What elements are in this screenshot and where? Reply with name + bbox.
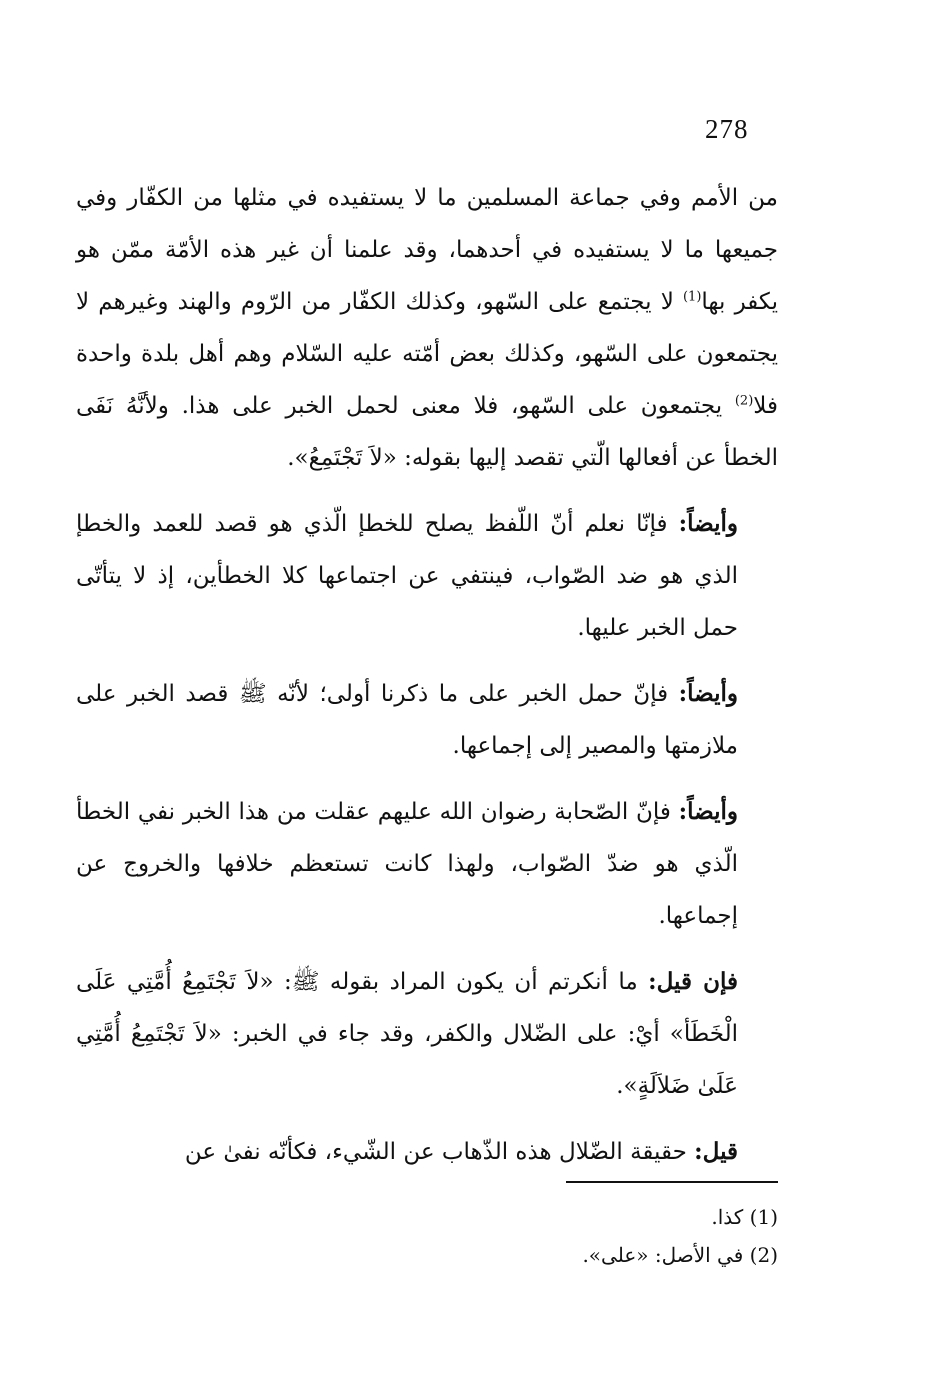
text-segment: من الأمم وفي جماعة المسلمين ما لا يستفيده في مثلها من الكفّار وفي جميعها ما لا يستفيده في أحدهما، وقد علمنا أن غير هذه الأمّة ممّن هو يكفر بها — [76, 185, 779, 315]
paragraph-5 — [76, 956, 778, 1112]
paragraph-4 — [76, 786, 778, 942]
text-segment: يجتمعون على السّهو، فلا معنى لحمل الخبر على هذا. ولأنَّهُ نَفَى الخطأ عن أفعالها الّتي تقصد إليها بقوله: «لاَ تَجْتَمِعُ». — [76, 393, 778, 471]
lead-word: وأيضاً: — [678, 510, 738, 537]
footnotes — [76, 1198, 778, 1274]
paragraph-text: فإنّ الصّحابة رضوان الله عليهم عقلت من هذا الخبر نفي الخطأ الّذي هو ضدّ الصّواب، ولهذا كانت تستعظم خلافها والخروج عن إجماعها. — [76, 799, 738, 929]
lead-word: قيل: — [694, 1138, 738, 1165]
paragraph-2 — [76, 498, 778, 654]
lead-word: وأيضاً: — [678, 680, 738, 707]
text-segment: لا يجتمع على السّهو، وكذلك الكفّار من الرّوم والهند وغيرهم لا يجتمعون على السّهو، وكذلك بعض أمّته عليه السّلام وهم أهل بلدة واحدة فلا — [76, 289, 778, 419]
paragraph-text: حقيقة الضّلال هذه الذّهاب عن الشّيء، فكأنّه نفىٰ عن — [184, 1139, 695, 1165]
footnote-2: (2) في الأصل: «على». — [582, 1243, 778, 1267]
paragraph-text: ما أنكرتم أن يكون المراد بقوله ﷺ: «لاَ تَجْتَمِعُ أُمَّتِي عَلَى الْخَطَأ» أيْ: على الضّلال والكفر، وقد جاء في الخبر: «لاَ تَجْتَمِعُ أُمَّتِي عَلَىٰ ضَلاَلَةٍ». — [76, 969, 738, 1099]
footnote-ref-2: (2) — [734, 393, 754, 409]
footnote-ref-1: (1) — [682, 289, 702, 305]
paragraph-text: فإنّا نعلم أنّ اللّفظ يصلح للخطإ الّذي هو قصد للعمد والخطإ الذي هو ضد الصّواب، فينتفي عن اجتماعها كلا الخطأين، إذ لا يتأتّى حمل الخبر عليها. — [76, 511, 738, 641]
paragraph-text: فإنّ حمل الخبر على ما ذكرنا أولى؛ لأنّه ﷺ قصد الخبر على ملازمتها والمصير إلى إجماعها. — [76, 681, 738, 759]
paragraph-3 — [76, 668, 778, 772]
lead-word: فإن قيل: — [648, 968, 738, 995]
paragraph-6 — [76, 1126, 778, 1178]
paragraph-1 — [76, 172, 778, 484]
page-number: 278 — [705, 114, 749, 144]
body-text — [76, 172, 778, 1178]
footnote-divider — [566, 1181, 778, 1183]
footnote-1: (1) كذا. — [711, 1205, 778, 1229]
lead-word: وأيضاً: — [678, 798, 738, 825]
